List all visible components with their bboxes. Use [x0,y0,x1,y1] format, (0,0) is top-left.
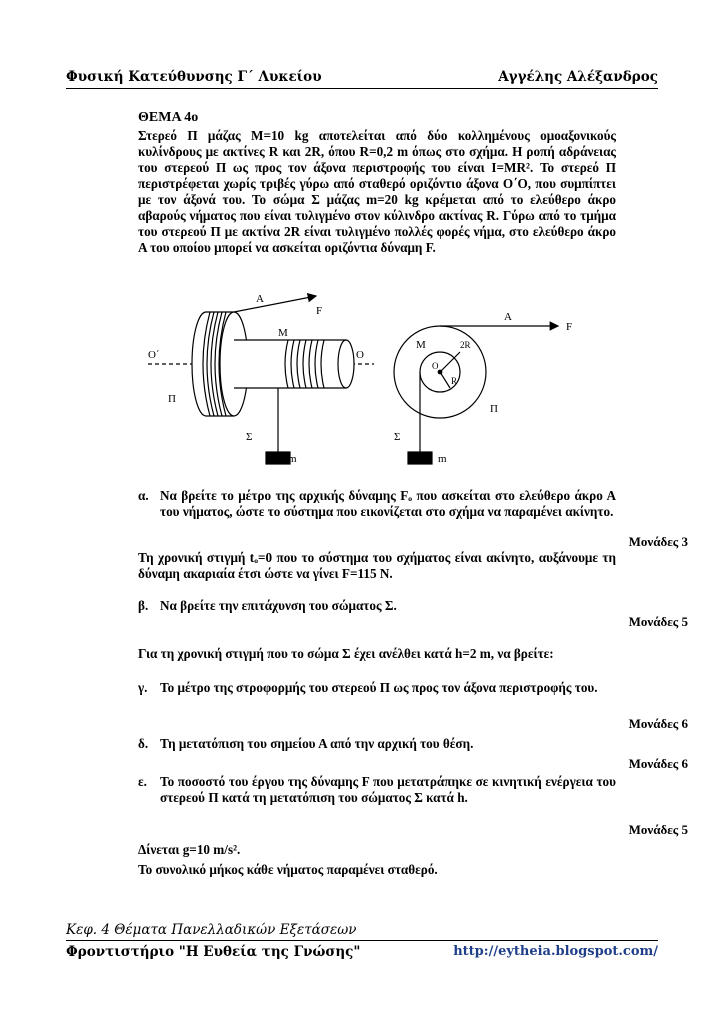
question-e-text: Το ποσοστό του έργου της δύναμης F που μετατράπηκε σε κινητική ενέργεια του στερεού Π κατά τη μετατόπιση του σώματος Σ κατά h. [160,774,616,805]
given-g: Δίνεται g=10 m/s². [138,842,241,857]
label-Pi-left: Π [168,393,176,405]
footer-bar [66,944,658,960]
label-Sigma-left: Σ [246,431,253,443]
question-a-marks: Μονάδες 3 [628,534,688,549]
label-A-left: A [256,293,264,305]
question-d [138,736,616,752]
question-a-text: Να βρείτε το μέτρο της αρχικής δύναμης Fₒ που ασκείται στο ελεύθερο άκρο Α του νήματος, ώστε το σύστημα που εικονίζεται στο σχήμα να παραμένει ακίνητο. [160,488,616,519]
header-subject: Φυσική Κατεύθυνσης Γ΄ Λυκείου [66,69,322,85]
label-A-right: A [504,311,512,323]
label-O-prime: Ο΄ [148,349,160,361]
string-note: Το συνολικό μήκος κάθε νήματος παραμένει σταθερό. [138,862,438,877]
footer-chapter: Κεφ. 4 Θέματα Πανελλαδικών Εξετάσεων [66,922,658,941]
force-F-arrow-left [234,296,316,312]
mass-block-right [408,452,432,464]
label-M-left: M [278,327,288,339]
intro-b: Τη χρονική στιγμή tₒ=0 που το σύστημα του σχήματος είναι ακίνητο, αυξάνουμε τη δύναμη ακαριαία έτσι ώστε να γίνει F=115 N. [138,550,616,581]
problem-text: Στερεό Π μάζας Μ=10 kg αποτελείται από δύο κολλημένους ομοαξονικούς κυλίνδρους με ακτίνες R και 2R, όπου R=0,2 m όπως στο σχήμα. Η ροπή αδράνειας του στερεού Π ως προς τον άξονα περιστροφής του είναι I=MR². Το στερεό Π περιστρέφεται χωρίς τριβές γύρω από σταθερό οριζόντιο άξονα Ο΄Ο, που συμπίπτει με τον άξονά του. Το σώμα Σ μάζας m=20 kg κρέμεται από το ελεύθερο άκρο αβαρούς νήματος που είναι τυλιγμένο στον κύλινδρο ακτίνας R. Γύρω από το τμήμα του στερεού Π με ακτίνα 2R είναι τυλιγμένο πολλές φορές νήμα, στο ελεύθερο άκρο Α του οποίου μπορεί να ασκείται οριζόντια δύναμη F. [138,128,616,255]
radius-R [440,372,450,388]
question-d-label: δ. [138,736,149,751]
intro-c: Για τη χρονική στιγμή που το σώμα Σ έχει ανέλθει κατά h=2 m, να βρείτε: [138,646,554,661]
left-figure [148,296,374,464]
question-d-text: Τη μετατόπιση του σημείου Α από την αρχική του θέση. [160,736,474,751]
question-a-label: α. [138,488,149,503]
physics-diagram [138,292,616,474]
problem-title: ΘΕΜΑ 4ο [138,110,199,125]
question-c [138,680,616,696]
label-M-right: M [416,339,426,351]
label-2R: 2R [460,340,471,350]
question-e-label: ε. [138,774,147,789]
footer-school: Φροντιστήριο "Η Ευθεία της Γνώσης" [66,944,361,960]
small-cylinder-end [338,340,354,388]
label-R: R [451,376,458,386]
header-author: Αγγέλης Αλέξανδρος [498,69,658,85]
label-O-left: Ο [356,349,364,361]
question-b-label: β. [138,598,149,613]
page-header [66,66,658,89]
mass-block-left [266,452,290,464]
label-Sigma-right: Σ [394,431,401,443]
label-m-right: m [438,453,447,465]
label-O-right: O [432,361,439,371]
question-a [138,488,616,520]
question-c-marks: Μονάδες 6 [628,716,688,731]
label-Pi-right: Π [490,403,498,415]
question-b-text: Να βρείτε την επιτάχυνση του σώματος Σ. [160,598,397,613]
question-e-marks: Μονάδες 5 [628,822,688,837]
question-b [138,598,616,614]
question-d-marks: Μονάδες 6 [628,756,688,771]
footer-url-link[interactable]: http://eytheia.blogspot.com/ [453,944,658,959]
question-b-marks: Μονάδες 5 [628,614,688,629]
question-c-text: Το μέτρο της στροφορμής του στερεού Π ως προς τον άξονα περιστροφής του. [160,680,598,695]
question-e [138,774,616,806]
label-F-right: F [566,321,573,333]
label-F-left: F [316,305,323,317]
problem-statement [138,110,616,256]
question-c-label: γ. [138,680,148,695]
label-m-left: m [288,453,297,465]
